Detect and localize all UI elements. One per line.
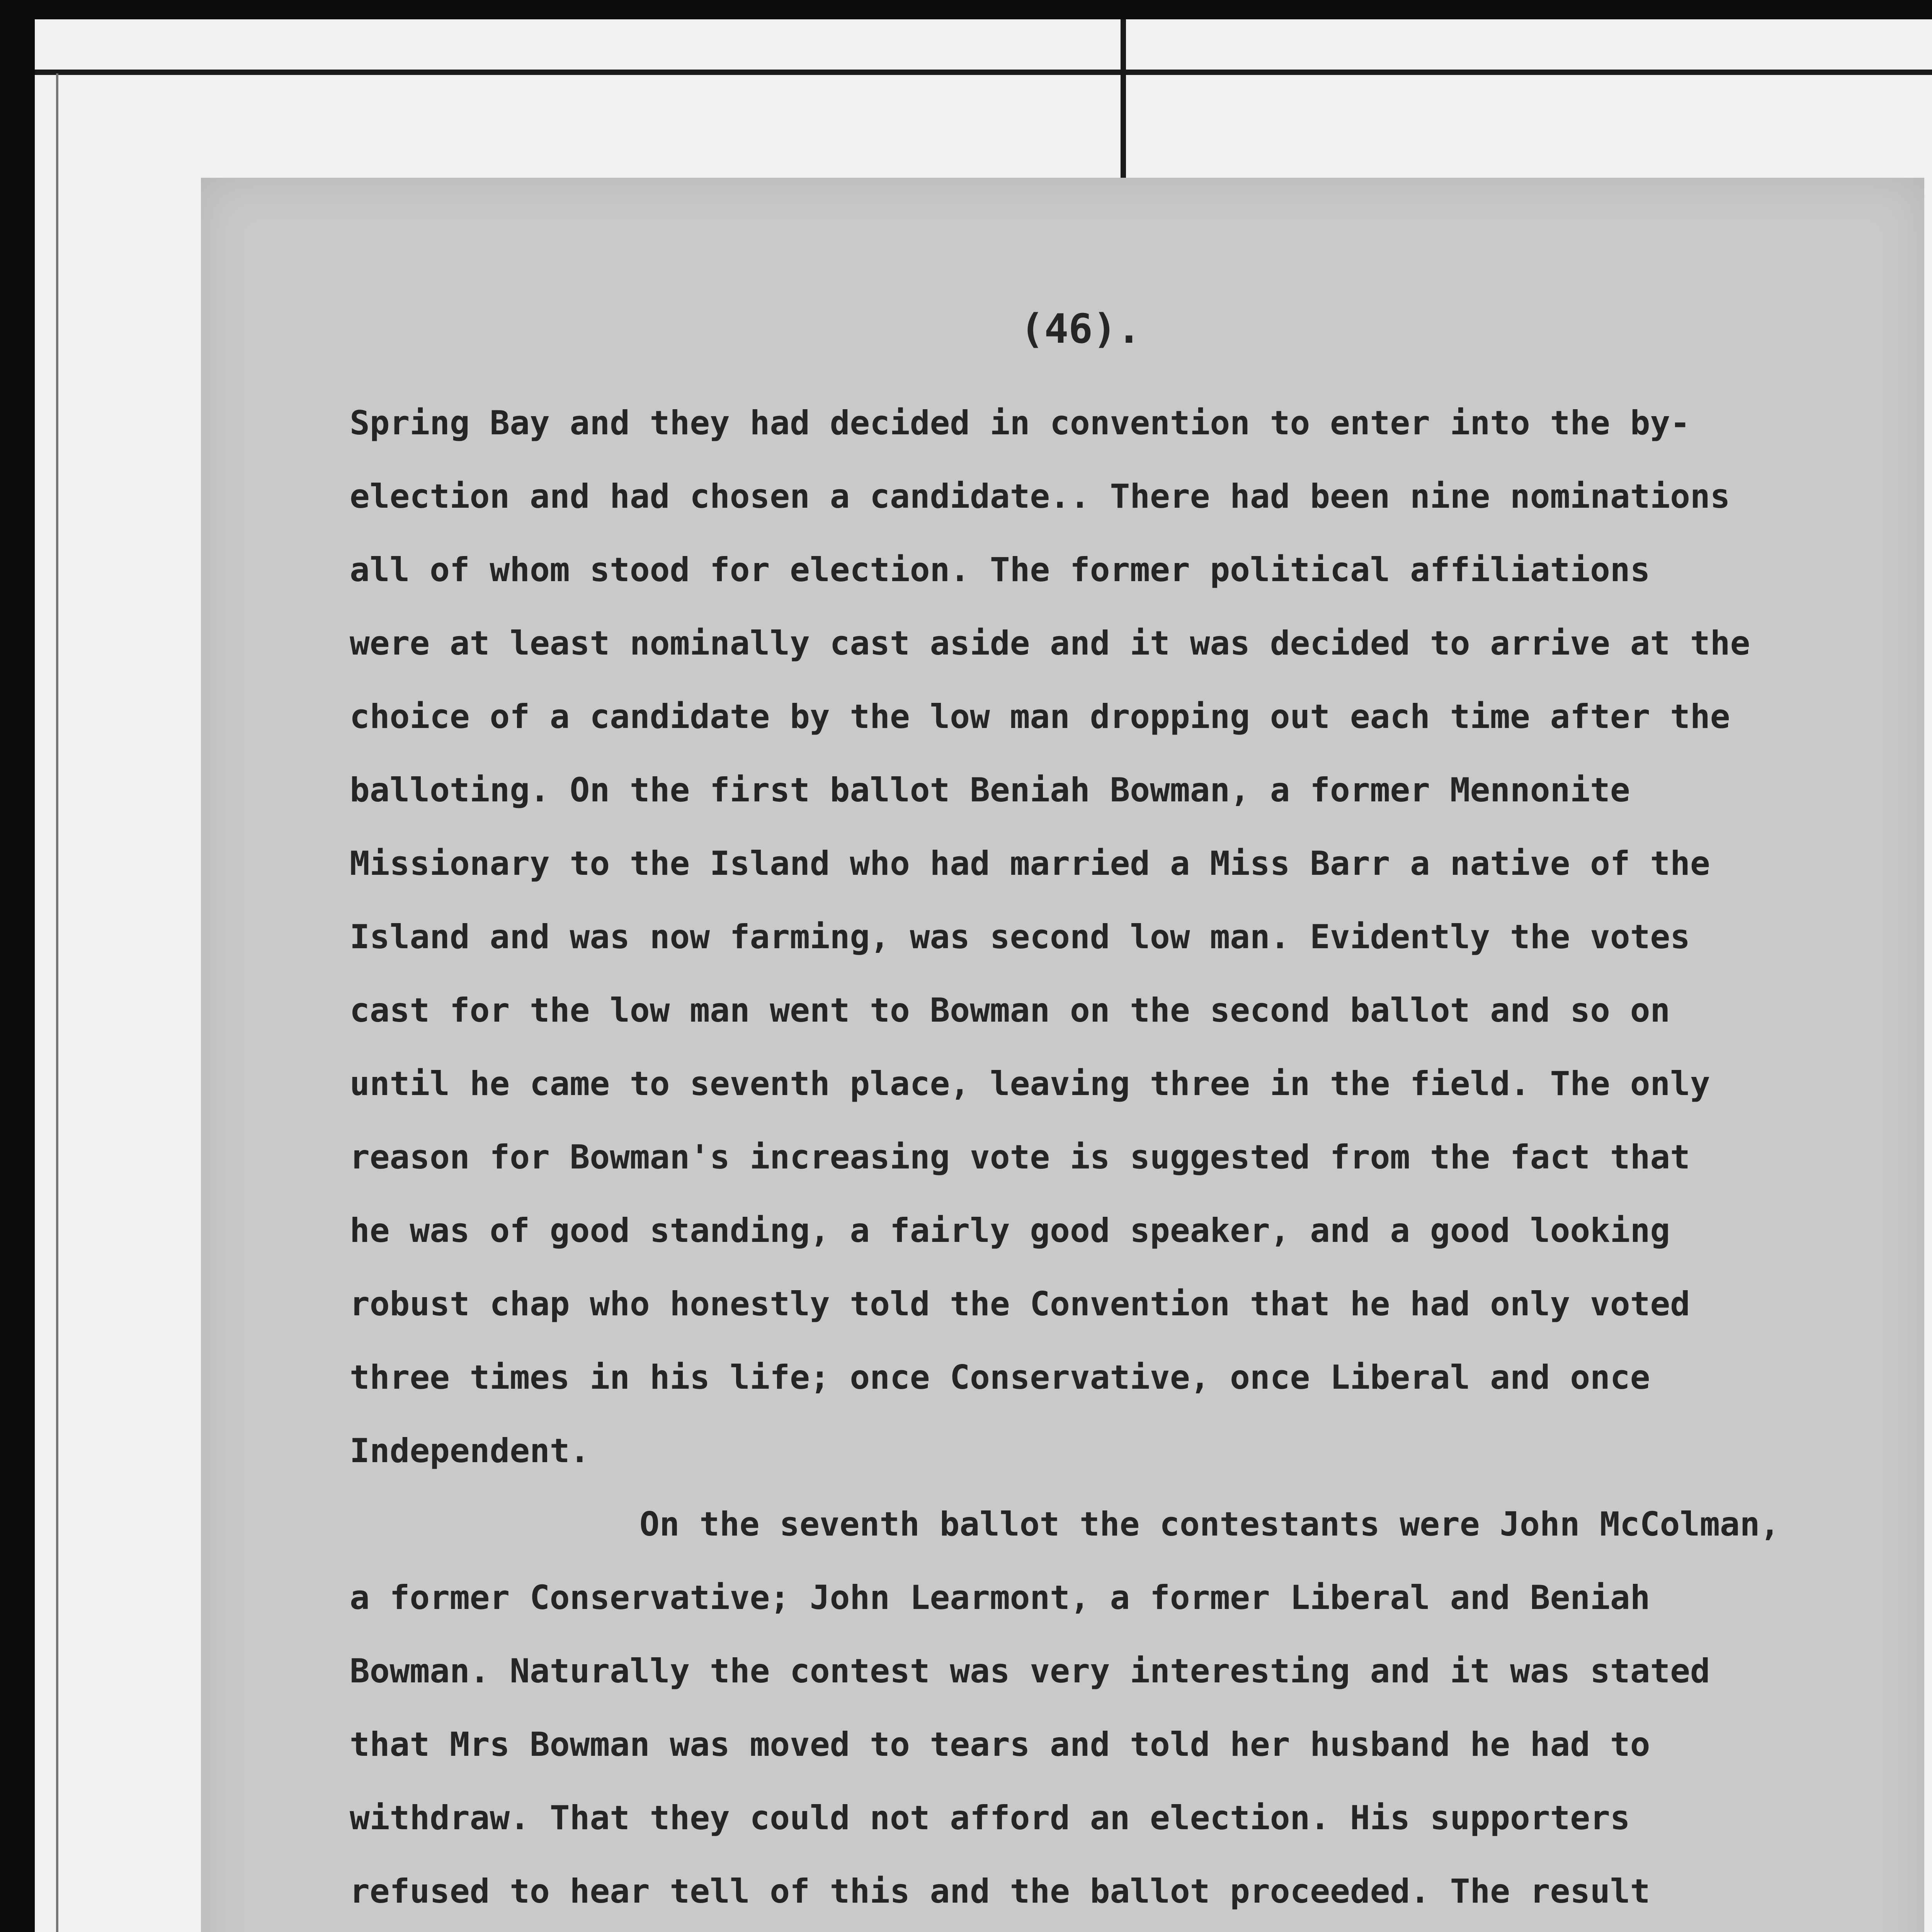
page-number: (46). <box>1020 305 1141 352</box>
text-line: robust chap who honestly told the Convention that he had only voted <box>350 1285 1690 1323</box>
text-line: until he came to seventh place, leaving three in the field. The only <box>350 1065 1710 1103</box>
text-line: were at least nominally cast aside and it was decided to arrive at the <box>350 624 1750 663</box>
text-line: he was of good standing, a fairly good speaker, and a good looking <box>350 1211 1670 1250</box>
text-line: Missionary to the Island who had married a Miss Barr a native of the <box>350 844 1710 883</box>
text-line-paragraph-start: On the seventh ballot the contestants were John McColman, <box>639 1505 1780 1544</box>
text-line: a former Conservative; John Learmont, a former Liberal and Beniah <box>350 1578 1650 1617</box>
text-line: withdraw. That they could not afford an election. His supporters <box>350 1799 1630 1837</box>
text-line: Island and was now farming, was second low man. Evidently the votes <box>350 918 1690 956</box>
text-line: all of whom stood for election. The former political affiliations <box>350 551 1650 589</box>
text-line: Bowman. Naturally the contest was very interesting and it was stated <box>350 1652 1710 1690</box>
text-line: reason for Bowman's increasing vote is suggested from the fact that <box>350 1138 1690 1177</box>
frame-top-rule <box>35 70 1932 75</box>
body-text <box>350 386 1895 1932</box>
frame-center-rule <box>1121 19 1126 201</box>
text-line: choice of a candidate by the low man dropping out each time after the <box>350 697 1730 736</box>
text-line: that Mrs Bowman was moved to tears and told her husband he had to <box>350 1725 1650 1764</box>
text-line: Independent. <box>350 1432 590 1470</box>
typewritten-page <box>201 178 1924 1932</box>
text-line: three times in his life; once Conservative, once Liberal and once <box>350 1358 1650 1397</box>
text-line <box>350 1928 1895 1932</box>
text-line: Spring Bay and they had decided in convention to enter into the by- <box>350 404 1690 442</box>
frame-left-rule <box>56 73 58 1932</box>
text-line: refused to hear tell of this and the ballot proceeded. The result <box>350 1872 1650 1911</box>
text-line: election and had chosen a candidate.. There had been nine nominations <box>350 477 1730 516</box>
text-line: cast for the low man went to Bowman on the second ballot and so on <box>350 991 1670 1030</box>
text-line: balloting. On the first ballot Beniah Bowman, a former Mennonite <box>350 771 1630 810</box>
